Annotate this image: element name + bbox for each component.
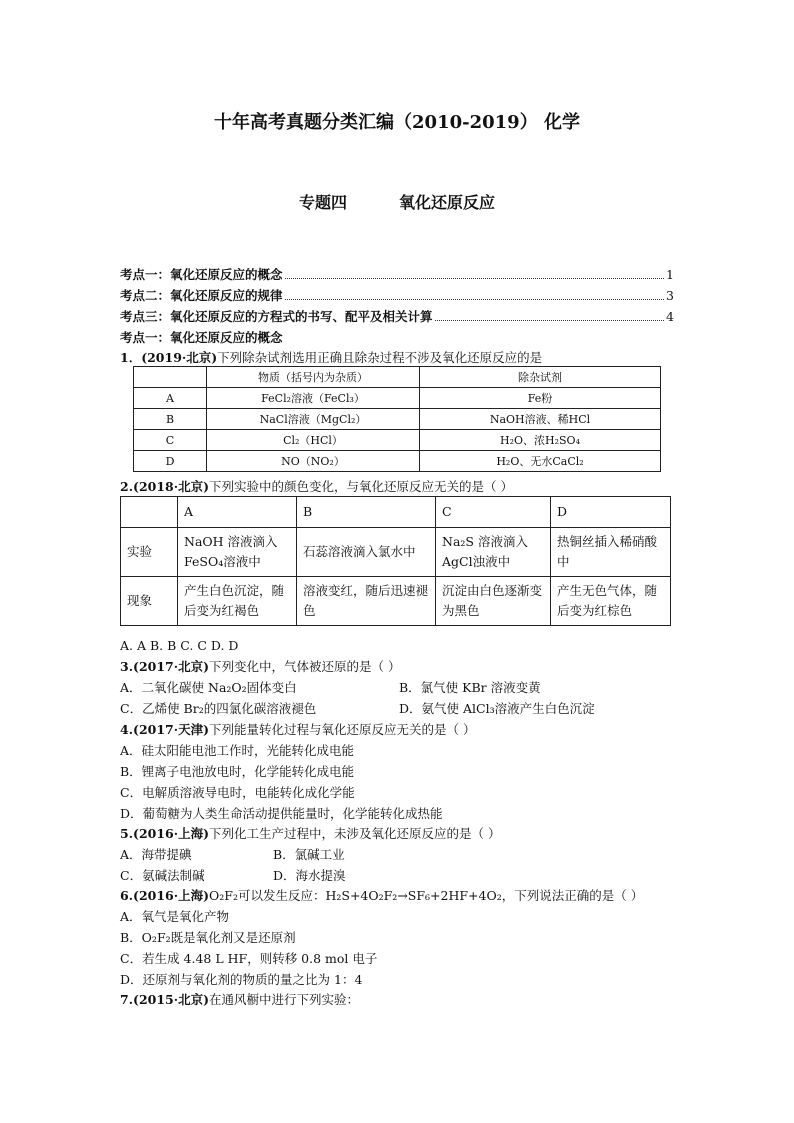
question-7-stem — [120, 990, 359, 1008]
table-row — [121, 528, 671, 577]
question-source: 1．(2019·北京) — [120, 350, 218, 365]
table-row — [134, 451, 661, 472]
toc-label: 考点二：氧化还原反应的规律 — [120, 288, 283, 303]
question-3-stem — [120, 657, 401, 675]
question-2-table — [120, 496, 671, 626]
table-cell: B — [134, 409, 207, 430]
table-row — [134, 409, 661, 430]
option-c: C．氨碱法制碱 — [120, 868, 205, 883]
option-d: D．葡萄糖为人类生命活动提供能量时，化学能转化成热能 — [120, 806, 443, 821]
question-source: 3.(2017·北京) — [120, 659, 210, 674]
option-c: C．乙烯使 Br₂的四氯化碳溶液褪色 — [120, 701, 317, 716]
option-b: B．氯气使 KBr 溶液变黄 — [399, 680, 541, 695]
document-title: 十年高考真题分类汇编（2010-2019） 化学 — [214, 112, 580, 133]
option-a: A．海带提碘 — [120, 847, 192, 862]
question-2-options: A. A B. B C. C D. D — [120, 638, 239, 653]
table-cell: A — [134, 388, 207, 409]
table-cell: 产生白色沉淀，随后变为红褐色 — [178, 577, 297, 626]
table-cell: C — [134, 430, 207, 451]
table-cell: 产生无色气体，随后变为红棕色 — [551, 577, 671, 626]
option-d: D．氨气使 AlCl₃溶液产生白色沉淀 — [399, 701, 595, 716]
table-cell: 溶液变红，随后迅速褪色 — [297, 577, 436, 626]
table-cell: D — [134, 451, 207, 472]
table-header: B — [297, 497, 436, 528]
table-cell: Fe粉 — [420, 388, 661, 409]
table-header: 除杂试剂 — [420, 367, 661, 388]
table-cell: FeCl₂溶液（FeCl₃） — [207, 388, 420, 409]
option-d: D．还原剂与氧化剂的物质的量之比为 1：4 — [120, 972, 363, 987]
table-row — [121, 577, 671, 626]
toc-label: 考点三：氧化还原反应的方程式的书写、配平及相关计算 — [120, 309, 433, 324]
topic-name: 氧化还原反应 — [399, 193, 496, 212]
table-header-row — [121, 497, 671, 528]
table-cell: H₂O、无水CaCl₂ — [420, 451, 661, 472]
table-cell — [121, 497, 178, 528]
question-source: 4.(2017·天津) — [120, 722, 210, 737]
table-cell: NaOH溶液、稀HCl — [420, 409, 661, 430]
section-heading: 考点一：氧化还原反应的概念 — [120, 330, 283, 345]
toc-entry-3[interactable] — [120, 307, 674, 325]
option-c: C．若生成 4.48 L HF，则转移 0.8 mol 电子 — [120, 951, 378, 966]
toc-leader — [285, 298, 665, 300]
table-cell: 石蕊溶液滴入氯水中 — [297, 528, 436, 577]
table-header: A — [178, 497, 297, 528]
option-b: B．锂离子电池放电时，化学能转化成电能 — [120, 764, 355, 779]
toc-leader — [435, 319, 665, 321]
option-d: D．海水提溴 — [273, 868, 346, 883]
table-header-row — [134, 367, 661, 388]
table-row — [134, 430, 661, 451]
toc-leader — [285, 277, 665, 279]
question-2-stem — [120, 477, 513, 495]
option-a: A．氧气是氧化产物 — [120, 909, 230, 924]
question-6-stem — [120, 886, 643, 904]
question-text: 在通风橱中进行下列实验： — [209, 992, 360, 1007]
table-cell: 沉淀由白色逐渐变为黑色 — [436, 577, 551, 626]
toc-entry-2[interactable] — [120, 286, 674, 304]
table-cell: 现象 — [121, 577, 178, 626]
toc-page: 1 — [666, 267, 674, 282]
question-source: 5.(2016·上海) — [120, 826, 210, 841]
table-cell — [134, 367, 207, 388]
toc-label: 考点一：氧化还原反应的概念 — [120, 267, 283, 282]
option-b: B．氯碱工业 — [273, 847, 345, 862]
table-row — [134, 388, 661, 409]
question-4-stem — [120, 720, 476, 738]
question-source: 6.(2016·上海) — [120, 888, 210, 903]
option-c: C．电解质溶液导电时，电能转化成化学能 — [120, 785, 355, 800]
toc-page: 4 — [666, 309, 674, 324]
toc-entry-1[interactable] — [120, 265, 674, 283]
table-cell: Na₂S 溶液滴入AgCl浊液中 — [436, 528, 551, 577]
topic-heading — [0, 190, 794, 213]
question-source: 7.(2015·北京) — [120, 992, 210, 1007]
table-cell: 实验 — [121, 528, 178, 577]
question-text: 下列能量转化过程与氧化还原反应无关的是（ ） — [209, 722, 476, 737]
table-header: 物质（括号内为杂质） — [207, 367, 420, 388]
question-source: 2.(2018·北京) — [120, 479, 210, 494]
table-cell: NaCl溶液（MgCl₂） — [207, 409, 420, 430]
question-5-stem — [120, 824, 501, 842]
option-a: A．硅太阳能电池工作时，光能转化成电能 — [120, 743, 355, 758]
table-cell: NO（NO₂） — [207, 451, 420, 472]
table-header: C — [436, 497, 551, 528]
question-text: O₂F₂可以发生反应：H₂S+4O₂F₂→SF₆+2HF+4O₂，下列说法正确的是（ ） — [209, 888, 644, 903]
table-cell: NaOH 溶液滴入FeSO₄溶液中 — [178, 528, 297, 577]
table-header: D — [551, 497, 671, 528]
question-text: 下列除杂试剂选用正确且除杂过程不涉及氧化还原反应的是 — [217, 350, 543, 365]
question-text: 下列变化中，气体被还原的是（ ） — [209, 659, 401, 674]
table-cell: 热铜丝插入稀硝酸中 — [551, 528, 671, 577]
table-cell: H₂O、浓H₂SO₄ — [420, 430, 661, 451]
question-text: 下列实验中的颜色变化，与氧化还原反应无关的是（ ） — [209, 479, 514, 494]
question-1-stem — [120, 348, 542, 366]
table-cell: Cl₂（HCl） — [207, 430, 420, 451]
question-1-table — [133, 366, 661, 472]
question-text: 下列化工生产过程中，未涉及氧化还原反应的是（ ） — [209, 826, 501, 841]
toc-page: 3 — [666, 288, 674, 303]
option-a: A．二氧化碳使 Na₂O₂固体变白 — [120, 680, 297, 695]
option-b: B．O₂F₂既是氧化剂又是还原剂 — [120, 930, 296, 945]
topic-number: 专题四 — [298, 193, 347, 212]
